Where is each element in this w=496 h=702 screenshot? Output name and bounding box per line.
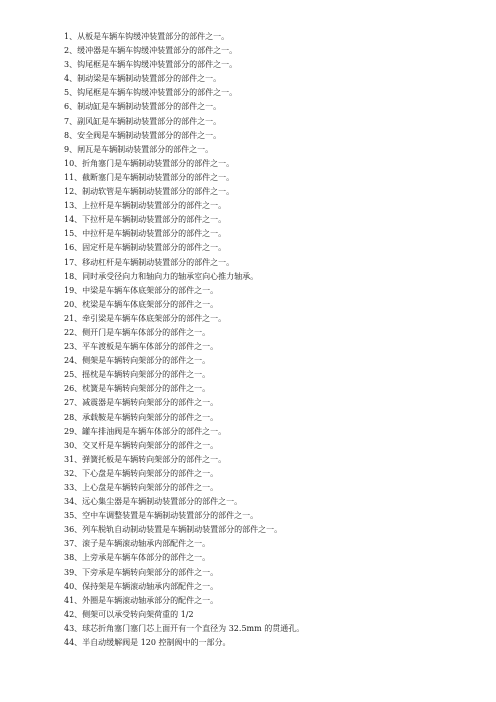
list-item: 32、下心盘是车辆转向架部分的部件之一。 <box>64 468 219 478</box>
list-item: 16、固定杆是车辆制动装置部分的部件之一。 <box>64 243 227 253</box>
list-item: 3、钩尾框是车辆车钩缓冲装置部分的部件之一。 <box>64 60 238 70</box>
list-item: 37、滚子是车辆滚动轴承内部配件之一。 <box>64 539 211 549</box>
list-item: 21、牵引梁是车辆车体底架部分的部件之一。 <box>64 313 227 323</box>
list-item: 5、钩尾框是车辆车钩缓冲装置部分的部件之一。 <box>64 88 238 98</box>
list-item: 22、侧开门是车辆车体部分的部件之一。 <box>64 327 211 337</box>
list-item: 19、中梁是车辆车体底架部分的部件之一。 <box>64 285 219 295</box>
list-item: 12、制动软管是车辆制动装置部分的部件之一。 <box>64 187 235 197</box>
list-item: 26、枕簧是车辆转向架部分的部件之一。 <box>64 384 211 394</box>
list-item: 18、同时承受径向力和轴向力的轴承室向心推力轴承。 <box>64 271 259 281</box>
list-item: 39、下旁承是车辆转向架部分的部件之一。 <box>64 567 219 577</box>
list-item: 36、列车脱轨自动制动装置是车辆制动装置部分的部件之一。 <box>64 525 283 535</box>
list-item: 1、从板是车辆车钩缓冲装置部分的部件之一。 <box>64 32 230 41</box>
list-item: 44、半自动缓解阀是 120 控制阀中的一部分。 <box>64 638 231 648</box>
list-item: 15、中拉杆是车辆制动装置部分的部件之一。 <box>64 229 227 239</box>
list-item: 24、侧架是车辆转向架部分的部件之一。 <box>64 356 211 366</box>
list-item: 25、摇枕是车辆转向架部分的部件之一。 <box>64 370 211 380</box>
list-item: 10、折角塞门是车辆制动装置部分的部件之一。 <box>64 158 235 168</box>
list-item: 33、上心盘是车辆转向架部分的部件之一。 <box>64 483 219 492</box>
list-item: 29、罐车排油阀是车辆车体部分的部件之一。 <box>64 426 227 436</box>
list-item: 14、下拉杆是车辆制动装置部分的部件之一。 <box>64 215 227 225</box>
list-item: 43、球芯折角塞门塞门芯上面开有一个直径为 32.5mm 的贯通孔。 <box>64 623 305 633</box>
list-item: 2、缓冲器是车辆车钩缓冲装置部分的部件之一。 <box>64 46 238 56</box>
list-item: 9、闸瓦是车辆制动装置部分的部件之一。 <box>64 144 214 154</box>
list-item: 11、截断塞门是车辆制动装置部分的部件之一。 <box>64 172 235 182</box>
list-item: 13、上拉杆是车辆制动装置部分的部件之一。 <box>64 201 227 211</box>
list-item: 17、移动杠杆是车辆制动装置部分的部件之一。 <box>64 257 235 267</box>
list-item: 28、承载鞍是车辆转向架部分的部件之一。 <box>64 412 219 422</box>
list-item: 20、枕梁是车辆车体底架部分的部件之一。 <box>64 299 219 309</box>
list-item: 41、外圈是车辆滚动轴承部分的配件之一。 <box>64 595 219 605</box>
question-list <box>64 30 484 650</box>
list-item: 23、平车渡板是车辆车体部分的部件之一。 <box>64 342 219 352</box>
list-item: 7、副风缸是车辆制动装置部分的部件之一。 <box>64 116 222 126</box>
list-item: 30、交叉杆是车辆转向架部分的部件之一。 <box>64 440 219 450</box>
list-item: 42、侧架可以承受转向架荷重的 1/2 <box>64 609 194 619</box>
list-item: 34、远心集尘器是车辆制动装置部分的部件之一。 <box>64 497 243 507</box>
list-item: 27、减震器是车辆转向架部分的部件之一。 <box>64 398 219 408</box>
list-item: 4、制动梁是车辆制动装置部分的部件之一。 <box>64 74 222 84</box>
list-item: 6、制动缸是车辆制动装置部分的部件之一。 <box>64 102 222 112</box>
list-item: 40、保持架是车辆滚动轴承内部配件之一。 <box>64 581 219 591</box>
list-item: 35、空中车调整装置是车辆制动装置部分的部件之一。 <box>64 511 259 521</box>
list-item: 38、上旁承是车辆车体部分的部件之一。 <box>64 553 211 563</box>
list-item: 8、安全阀是车辆制动装置部分的部件之一。 <box>64 130 222 140</box>
list-item: 31、弹簧托板是车辆转向架部分的部件之一。 <box>64 454 227 464</box>
